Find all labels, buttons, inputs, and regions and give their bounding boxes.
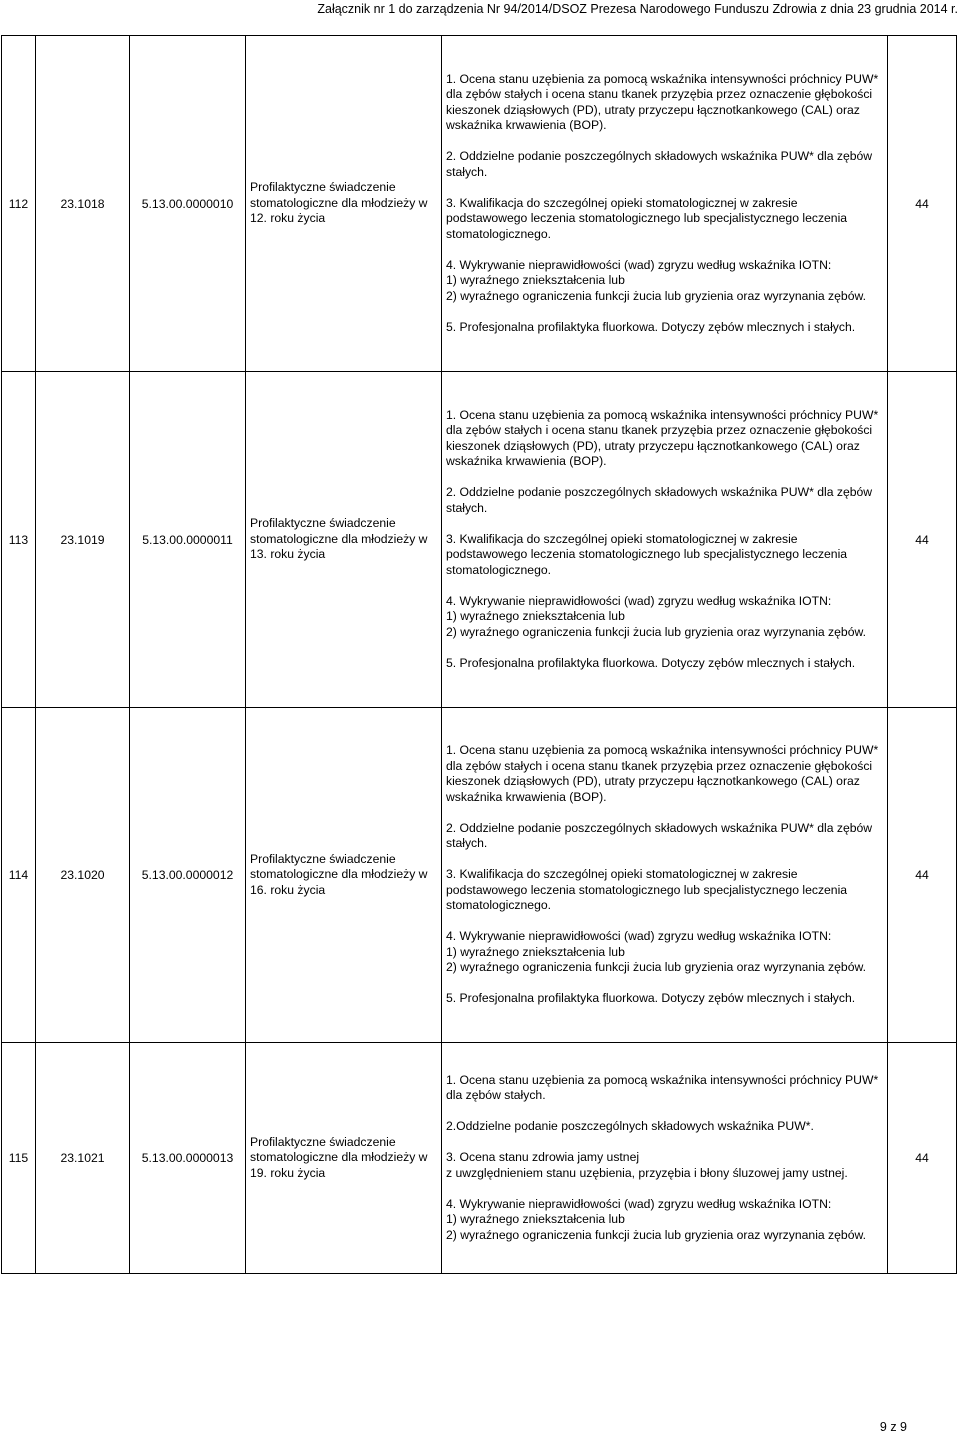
description-item: 1. Ocena stanu uzębienia za pomocą wskaźnika intensywności próchnicy PUW* dla zębów stałych i ocena stanu tkanek przyzębia przez oznaczenie głębokości kieszonek dziąsłowych (PD), utraty przyczepu łącznotkankowego (CAL) oraz wskaźnika krwawienia (BOP). (446, 407, 879, 469)
description-item: 4. Wykrywanie nieprawidłowości (wad) zgryzu według wskaźnika IOTN: 1) wyraźnego zniekształcenia lub 2) wyraźnego ograniczenia funkcji żucia lub gryzienia oraz wyrzynania zębów. (446, 593, 867, 639)
service-name: Profilaktyczne świadczenie stomatologiczne dla młodzieży w 13. roku życia (246, 372, 442, 708)
description-item: 3. Kwalifikacja do szczególnej opieki stomatologicznej w zakresie podstawowego leczenia stomatologicznego lub specjalistycznego leczenia stomatologicznego. (446, 867, 848, 913)
service-name: Profilaktyczne świadczenie stomatologiczne dla młodzieży w 12. roku życia (246, 36, 442, 372)
description-item: 1. Ocena stanu uzębienia za pomocą wskaźnika intensywności próchnicy PUW* dla zębów stałych. (446, 1072, 879, 1103)
table-row (2, 36, 957, 372)
row-number: 113 (2, 372, 36, 708)
row-number: 112 (2, 36, 36, 372)
description-item: 3. Kwalifikacja do szczególnej opieki stomatologicznej w zakresie podstawowego leczenia stomatologicznego lub specjalistycznego leczenia stomatologicznego. (446, 531, 848, 577)
point-value: 44 (888, 1043, 957, 1274)
description-item: 3. Ocena stanu zdrowia jamy ustnej z uwzględnieniem stanu uzębienia, przyzębia i błony śluzowej jamy ustnej. (446, 1150, 848, 1180)
description-item: 2. Oddzielne podanie poszczególnych składowych wskaźnika PUW* dla zębów stałych. (446, 149, 873, 179)
service-description (442, 36, 888, 372)
description-item: 4. Wykrywanie nieprawidłowości (wad) zgryzu według wskaźnika IOTN: 1) wyraźnego zniekształcenia lub 2) wyraźnego ograniczenia funkcji żucia lub gryzienia oraz wyrzynania zębów. (446, 257, 867, 303)
description-item: 2. Oddzielne podanie poszczególnych składowych wskaźnika PUW* dla zębów stałych. (446, 820, 873, 851)
point-value: 44 (888, 36, 957, 372)
page-header: Załącznik nr 1 do zarządzenia Nr 94/2014/DSOZ Prezesa Narodowego Funduszu Zdrowia z dnia 23 grudnia 2014 r. (317, 2, 958, 16)
product-code: 5.13.00.0000011 (130, 372, 246, 708)
row-number: 115 (2, 1043, 36, 1274)
service-code: 23.1020 (36, 708, 130, 1043)
product-code: 5.13.00.0000010 (130, 36, 246, 372)
services-table (1, 35, 957, 1274)
description-item: 2.Oddzielne podanie poszczególnych składowych wskaźnika PUW*. (446, 1119, 814, 1134)
product-code: 5.13.00.0000012 (130, 708, 246, 1043)
row-number: 114 (2, 708, 36, 1043)
service-code: 23.1021 (36, 1043, 130, 1274)
table-row (2, 1043, 957, 1274)
service-description (442, 1043, 888, 1274)
point-value: 44 (888, 708, 957, 1043)
service-code: 23.1019 (36, 372, 130, 708)
service-name: Profilaktyczne świadczenie stomatologiczne dla młodzieży w 19. roku życia (246, 1043, 442, 1274)
service-description (442, 372, 888, 708)
product-code: 5.13.00.0000013 (130, 1043, 246, 1274)
description-item: 5. Profesjonalna profilaktyka fluorkowa. Dotyczy zębów mlecznych i stałych. (446, 319, 856, 334)
description-item: 1. Ocena stanu uzębienia za pomocą wskaźnika intensywności próchnicy PUW* dla zębów stałych i ocena stanu tkanek przyzębia przez oznaczenie głębokości kieszonek dziąsłowych (PD), utraty przyczepu łącznotkankowego (CAL) oraz wskaźnika krwawienia (BOP). (446, 71, 879, 133)
description-item: 5. Profesjonalna profilaktyka fluorkowa. Dotyczy zębów mlecznych i stałych. (446, 991, 856, 1006)
point-value: 44 (888, 372, 957, 708)
page-number: 9 z 9 (879, 1420, 907, 1434)
description-item: 4. Wykrywanie nieprawidłowości (wad) zgryzu według wskaźnika IOTN: 1) wyraźnego zniekształcenia lub 2) wyraźnego ograniczenia funkcji żucia lub gryzienia oraz wyrzynania zębów. (446, 1196, 867, 1242)
description-item: 3. Kwalifikacja do szczególnej opieki stomatologicznej w zakresie podstawowego leczenia stomatologicznego lub specjalistycznego leczenia stomatologicznego. (446, 195, 848, 241)
service-code: 23.1018 (36, 36, 130, 372)
description-item: 5. Profesjonalna profilaktyka fluorkowa. Dotyczy zębów mlecznych i stałych. (446, 655, 856, 670)
description-item: 1. Ocena stanu uzębienia za pomocą wskaźnika intensywności próchnicy PUW* dla zębów stałych i ocena stanu tkanek przyzębia przez oznaczenie głębokości kieszonek dziąsłowych (PD), utraty przyczepu łącznotkankowego (CAL) oraz wskaźnika krwawienia (BOP). (446, 743, 879, 804)
service-name: Profilaktyczne świadczenie stomatologiczne dla młodzieży w 16. roku życia (246, 708, 442, 1043)
service-description (442, 708, 888, 1043)
table-row (2, 372, 957, 708)
description-item: 2. Oddzielne podanie poszczególnych składowych wskaźnika PUW* dla zębów stałych. (446, 485, 873, 515)
description-item: 4. Wykrywanie nieprawidłowości (wad) zgryzu według wskaźnika IOTN: 1) wyraźnego zniekształcenia lub 2) wyraźnego ograniczenia funkcji żucia lub gryzienia oraz wyrzynania zębów. (446, 929, 867, 975)
table-row (2, 708, 957, 1043)
